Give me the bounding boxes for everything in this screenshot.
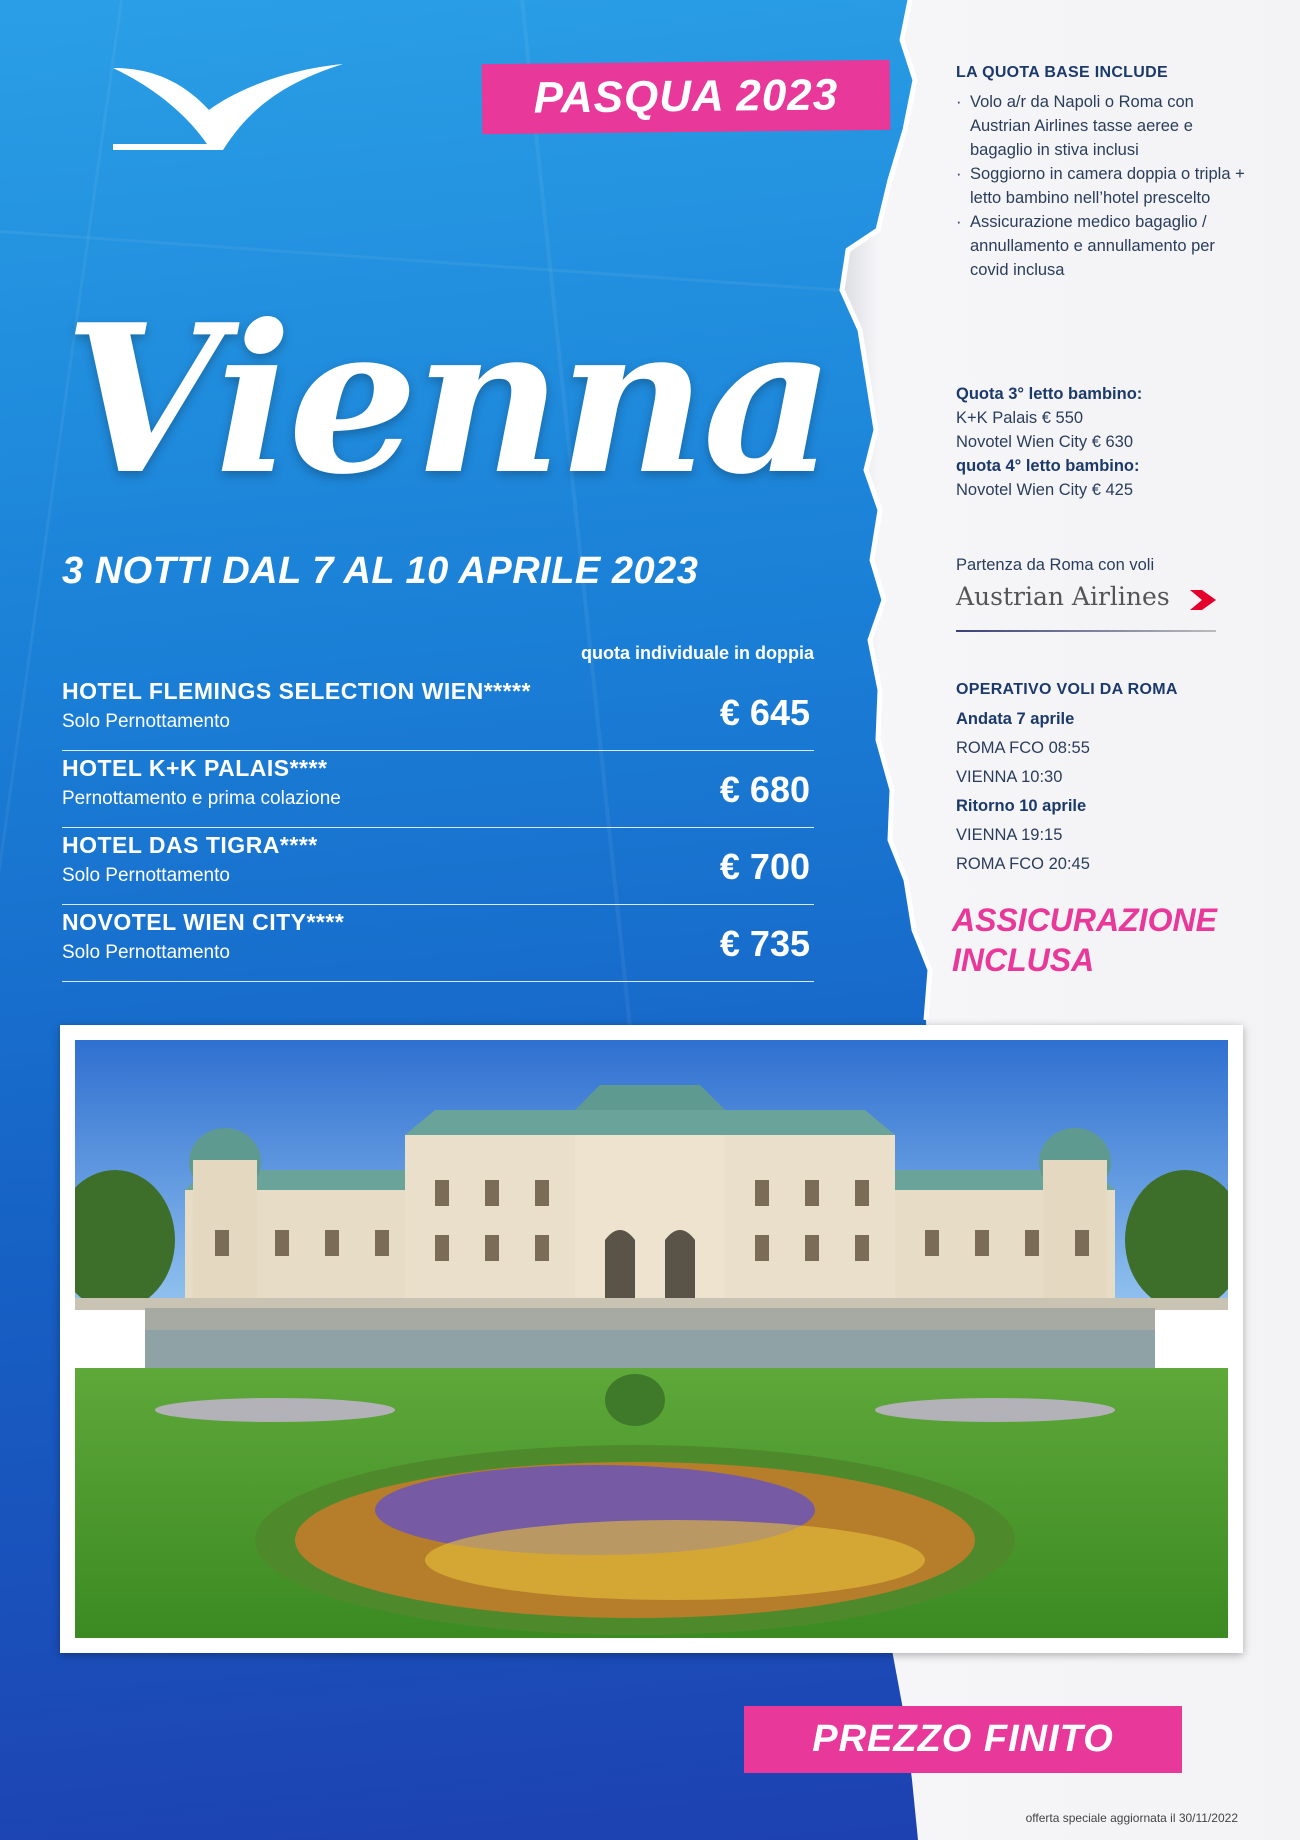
- outbound-label: Andata 7 aprile: [956, 710, 1075, 728]
- trip-dates: 3 NOTTI DAL 7 AL 10 APRILE 2023: [62, 550, 699, 592]
- hotel-board: Pernottamento e prima colazione: [62, 788, 341, 809]
- includes-item: · Volo a/r da Napoli o Roma con Austrian Airlines tasse aeree e bagaglio in stiva inclusi: [956, 90, 1256, 162]
- return-label: Ritorno 10 aprile: [956, 797, 1087, 815]
- hotel-name: HOTEL K+K PALAIS****: [62, 755, 328, 781]
- includes-section: [956, 64, 1256, 282]
- insurance-line: INCLUSA: [952, 942, 1095, 978]
- third-bed-line: Novotel Wien City € 630: [956, 433, 1133, 451]
- hotel-row: [62, 676, 814, 751]
- includes-heading: LA QUOTA BASE INCLUDE: [956, 64, 1168, 81]
- fourth-bed-line: Novotel Wien City € 425: [956, 481, 1133, 499]
- third-bed-line: K+K Palais € 550: [956, 409, 1084, 427]
- hotel-row: [62, 907, 814, 982]
- belvedere-palace-photo: [75, 1040, 1228, 1638]
- offer-update-note: offerta speciale aggiornata il 30/11/2022: [1025, 1811, 1238, 1825]
- third-bed-heading: Quota 3° letto bambino:: [956, 385, 1143, 403]
- includes-item: · Assicurazione medico bagaglio / annullamento e annullamento per covid inclusa: [956, 210, 1256, 282]
- hotel-board: Solo Pernottamento: [62, 711, 230, 732]
- destination-title: Vienna: [64, 280, 831, 520]
- includes-item: · Soggiorno in camera doppia o tripla + letto bambino nell’hotel prescelto: [956, 162, 1256, 210]
- hotel-name: HOTEL DAS TIGRA****: [62, 832, 318, 858]
- final-price-badge: PREZZO FINITO: [744, 1706, 1182, 1773]
- airline-underline: [956, 630, 1216, 632]
- insurance-callout: [952, 900, 1217, 980]
- child-quotes-section: [956, 382, 1256, 502]
- flights-section: [956, 681, 1256, 879]
- hotel-price: € 645: [719, 692, 810, 733]
- hotel-name: NOVOTEL WIEN CITY****: [62, 909, 345, 935]
- insurance-line: ASSICURAZIONE: [952, 902, 1217, 938]
- airline-name: Austrian Airlines: [956, 582, 1170, 611]
- hotel-board: Solo Pernottamento: [62, 865, 230, 886]
- chevron-right-icon: [1190, 588, 1216, 612]
- departure-note: Partenza da Roma con voli: [956, 556, 1155, 574]
- flights-heading: OPERATIVO VOLI DA ROMA: [956, 681, 1178, 698]
- hotel-price: € 700: [719, 846, 810, 887]
- price-column-label: quota individuale in doppia: [581, 643, 814, 663]
- flight-time: VIENNA 10:30: [956, 768, 1063, 786]
- hotel-row: [62, 830, 814, 905]
- hotel-price: € 680: [719, 769, 810, 810]
- hotel-price: € 735: [719, 923, 810, 964]
- seagull-logo-icon: [113, 62, 343, 150]
- easter-badge: PASQUA 2023: [482, 60, 891, 134]
- hotel-name: HOTEL FLEMINGS SELECTION WIEN*****: [62, 678, 531, 704]
- fourth-bed-heading: quota 4° letto bambino:: [956, 457, 1140, 475]
- flight-time: VIENNA 19:15: [956, 826, 1063, 844]
- hotel-board: Solo Pernottamento: [62, 942, 230, 963]
- flight-time: ROMA FCO 08:55: [956, 739, 1090, 757]
- photo-frame: [60, 1025, 1243, 1653]
- flight-time: ROMA FCO 20:45: [956, 855, 1090, 873]
- hotel-row: [62, 753, 814, 828]
- austrian-airlines-logo: [956, 582, 1218, 634]
